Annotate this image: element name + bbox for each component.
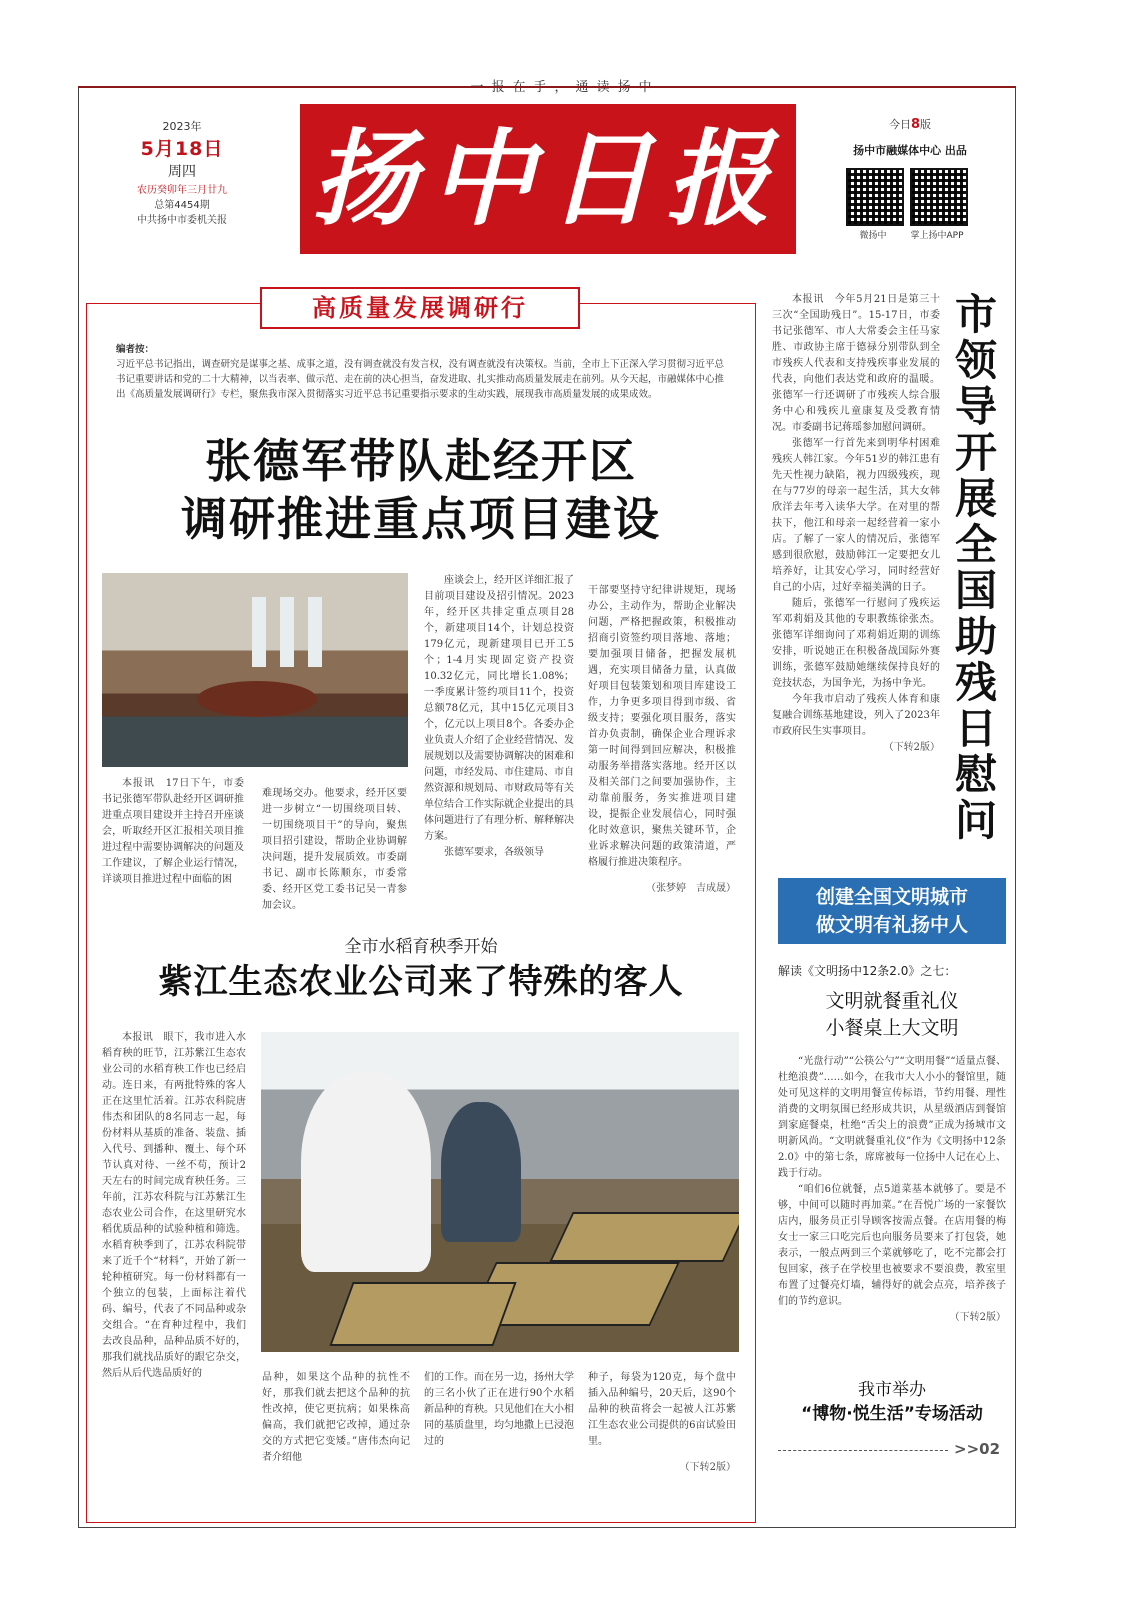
masthead-title: 扬中日报 xyxy=(311,117,784,240)
masthead xyxy=(300,104,796,254)
qr-code-icon[interactable] xyxy=(846,168,904,226)
qr-code-icon[interactable] xyxy=(910,168,968,226)
feature-col-2: 难现场交办。他要求，经开区要进一步树立“一切围绕项目转、一切围绕项目干”的导向，聚焦项目招引建设，帮助企业协调解决问题，提升发展质效。市委副书记、副市长陈顺东，市委常委、经开区党工委书记吴一青参加会议。 xyxy=(262,788,407,911)
date-block xyxy=(112,118,252,226)
side2-body: “光盘行动”“公筷公勺”“文明用餐”“适量点餐、杜绝浪费”……如今，在我市大人小小的餐馆里，随处可见这样的文明用餐宣传标语，节约用餐、理性消费的文明氛围已经形成共识，从星级酒店到餐馆到家庭餐桌，杜绝“舌尖上的浪费”正成为扬城市文明新风尚。“文明就餐重礼仪”作为《文明扬中12条2.0》中的第七条，席席被每一位扬中人记在心上、践于行动。 “咱们6位就餐，点5道菜基本就够了。要是不够，中间可以随时再加菜。”在吾悦广场的一家餐饮店内，服务员正引导顾客按需点餐。在店用餐的梅女士一家三口吃完后也向服务员要来了打包袋，她表示，一般点两到三个菜就够吃了，吃不完都会打包回家，孩子在学校里也被要求不要浪费，教室里布置了过餐亮灯墙，辅得好的就会点亮，培养孩子们的节约意识。 （下转2版） xyxy=(778,1056,1006,1323)
side2-headline[interactable]: 文明就餐重礼仪 小餐桌上大文明 xyxy=(825,990,959,1039)
editor-note: 编者按： 习近平总书记指出，调查研究是谋事之基、成事之道，没有调查就没有发言权，没有调查就没有决策权。当前，全市上下正深入学习贯彻习近平总书记重要讲话和党的二十大精神，以当表率、做示范、走在前的决心担当，奋发进取、扎实推动高质量发展走在前列。从今天起，市融媒体中心推出《高质量发展调研行》专栏，聚焦我市深入贯彻落实习近平总书记重要指示要求的生动实践，展现我市高质量发展的成果成效。 xyxy=(116,344,725,400)
qr-caption: 掌上扬中APP xyxy=(910,231,964,241)
page-link[interactable]: >>02 xyxy=(954,1440,1001,1458)
side2-kicker: 解读《文明扬中12条2.0》之七： xyxy=(778,964,957,978)
side1-vertical-headline[interactable]: 市领导开展全国助残日慰问 xyxy=(954,290,997,845)
top-rule xyxy=(78,86,1016,88)
side3-headline[interactable]: 我市举办 “博物·悦生活”专场活动 xyxy=(801,1380,983,1424)
edition-info xyxy=(820,116,1000,158)
date-month-day: 5月18日 xyxy=(140,138,224,160)
story2-col-1: 本报讯 眼下，我市进入水稻育秧的旺节，江苏紫江生态农业公司的水稻育秧工作也已经启动。连日来，有两批特殊的客人正在这里忙活着。江苏农科院唐伟杰和团队的8名同志一起，每份材料从基质的准备、装盘、插入代号、到播种、覆土、每个环节认真对待、一丝不苟，预计2天左右的时间完成育秧任务。三年前，江苏农科院与江苏紫江生态农业公司合作，在这里研究水稻优质品种的试验种植和筛选。水稻育秧季到了，江苏农科院带来了近千个“材料”，开始了新一轮种植研究。每一份材料都有一个独立的包装，上面标注着代码、编号，代表了不同品种或杂交组合。“在育种过程中，我们去改良品种，品种品质不好的，那我们就找品质好的跟它杂交，然后从后代选品质好的 xyxy=(102,1032,246,1379)
weekday: 周四 xyxy=(168,164,196,180)
meeting-photo xyxy=(102,573,408,767)
story2-headline[interactable]: 紫江生态农业公司来了特殊的客人 xyxy=(158,962,684,1002)
date-year: 2023年 xyxy=(162,120,202,133)
feature-headline[interactable]: 张德军带队赴经开区 调研推进重点项目建设 xyxy=(181,434,661,546)
issue-number: 总第4454期 xyxy=(154,200,210,211)
seedling-photo xyxy=(261,1032,739,1352)
story2-col-2: 品种，如果这个品种的抗性不好，那我们就去把这个品种的抗性改掉，使它更抗病；如果株高偏高，我们就把它改掉，通过杂交的方式把它变矮。”唐伟杰向记者介绍他 xyxy=(262,1372,410,1463)
feature-col-1: 本报讯 17日下午，市委书记张德军带队赴经开区调研推进重点项目建设并主持召开座谈会，听取经开区汇报相关项目推进过程中需要协调解决的问题及工作建议，了解企业运行情况，详谈项目推进过程中面临的困 xyxy=(102,778,244,885)
story2-col-3: 们的工作。而在另一边，扬州大学的三名小伙了正在进行90个水稻新品种的育秧。只见他们在大小相同的基质盘里，均匀地撒上已浸泡过的 xyxy=(424,1372,574,1447)
feature-col-4: 干部要坚持守纪律讲规矩，现场办公，主动作为，帮助企业解决问题，严格把握政策，积极推动招商引资签约项目落地、落地；要加强项目储备，把握发展机遇，充实项目储备力量，认真做好项目包装策划和项目库建设工作，力争更多项目得到市级、省级支持；要强化项目服务，落实首办负责制，确保企业合理诉求第一时间得到回应解决，积极推动服务举措落实落地。经开区以及相关部门之间要加强协作，主动靠前服务，务实推进项目建设，提振企业发展信心，同时强化时效意识，聚焦关键环节，企业诉求解决问题的政策清道，严格履行推进决策程序。 （张梦婷 吉成晟） xyxy=(588,585,736,894)
organ-label: 中共扬中市委机关报 xyxy=(137,215,227,226)
feature-col-3: 座谈会上，经开区详细汇报了目前项目建设及招引情况。2023年，经开区共排定重点项目28个，新建项目14个，计划总投资179亿元，现新建项目已开工5个；1-4月实现固定资产投资10.32亿元，同比增长1.08%；一季度累计签约项目11个，投资总额78亿元，其中15亿元项目3个，亿元以上项目8个。各委办企业负责人介绍了企业经营情况、发展规划以及需要协调解决的困难和问题，市经发局、市住建局、市自然资源和规划局、市财政局等有关单位结合工作实际就企业提出的具体问题进行了有理分析、解释解决方案。 张德军要求，各级领导 xyxy=(424,575,574,858)
civility-slogan-box: 创建全国文明城市 做文明有礼扬中人 xyxy=(778,878,1006,944)
qr-caption: 微扬中 xyxy=(859,231,887,241)
dashed-divider xyxy=(778,1450,948,1451)
publisher: 扬中市融媒体中心 出品 xyxy=(853,144,967,157)
side1-body: 本报讯 今年5月21日是第三十三次“全国助残日”。15-17日，市委书记张德军、市人大常委会主任马家胜、市政协主席于德禄分别带队到全市残疾人代表和支持残疾事业发展的代表，向他们表达党和政府的温暖。张德军一行还调研了市残疾人综合服务中心和残疾儿童康复及受教育情况。市委副书记蒋瑶参加慰问调研。 张德军一行首先来到明华村困难残疾人韩江家。今年51岁的韩江患有先天性视力缺陷，视力四级残疾，现在与77岁的母亲一起生活，其大女韩欣洋去年考入读华大学。在对里的帮扶下，他江和母亲一起经营着一家小店。了解了一家人的情况后，张德军感到很欣慰，鼓励韩江一定要把女儿培养好，让其安心学习，同时经营好自己的小店，过好幸福美满的日子。 随后，张德军一行慰问了残疾运军邓莉娟及其他的专职教练徐张杰。张德军详细询问了邓莉娟近期的训练安排，听说她正在积极备战国际外赛训练，张德军鼓励她继续保持良好的竞技状态，为国争光，为扬中争光。 今年我市启动了残疾人体育和康复融合训练基地建设，列入了2023年市政府民生实事项目。 （下转2版） xyxy=(772,294,940,753)
column-banner: 高质量发展调研行 xyxy=(260,287,580,329)
page-count: 今日8版 xyxy=(888,117,932,132)
slogan: 一报在手，通读扬中 xyxy=(0,76,1130,95)
lunar-date: 农历癸卯年三月廿九 xyxy=(137,185,227,196)
story2-kicker: 全市水稻育秧季开始 xyxy=(344,937,498,957)
story2-col-4: 种子，每袋为120克，每个盘中插入品种编号，20天后，这90个品种的秧苗将会一起被人江苏紫江生态农业公司提供的6亩试验田里。 （下转2版） xyxy=(588,1372,736,1473)
